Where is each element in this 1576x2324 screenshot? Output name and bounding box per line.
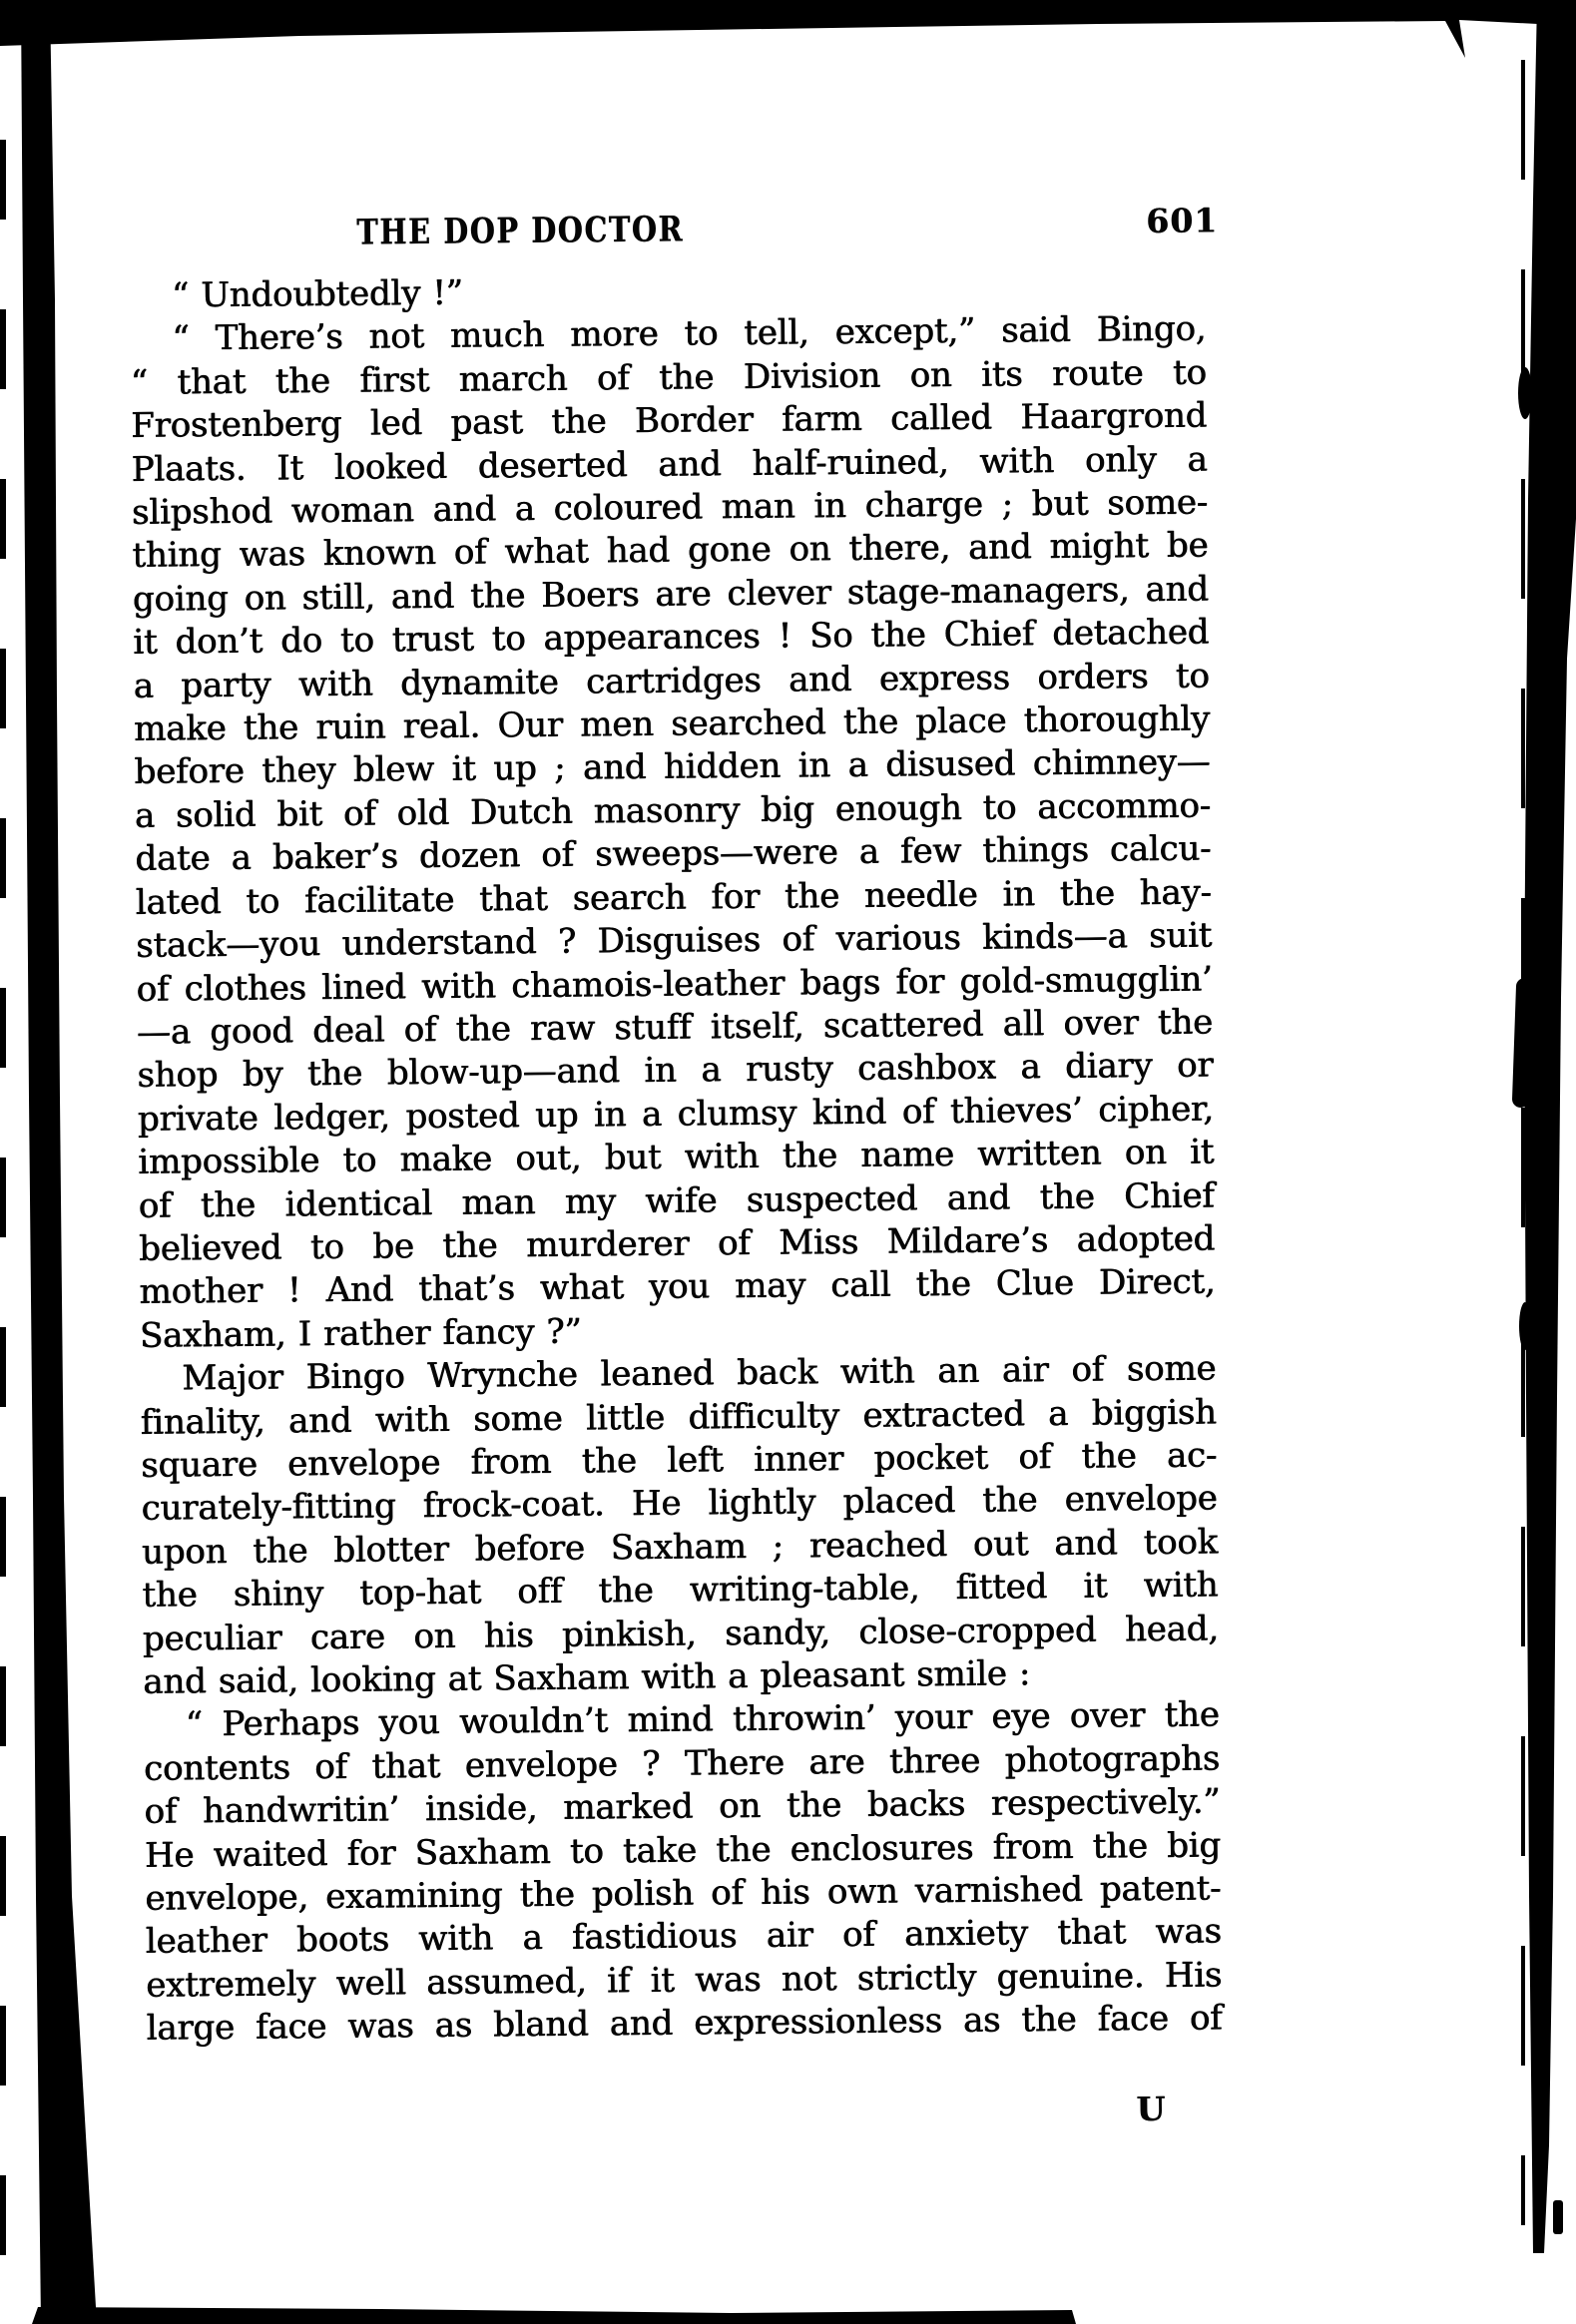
- text-line: “ Undoubtedly !”: [171, 272, 463, 316]
- scan-corner-mark: [1553, 2200, 1563, 2234]
- text-line: leather boots with a fastidious air of anxiety that was: [145, 1911, 1222, 1963]
- text-line: —a good deal of the raw stuff itself, scattered all over the: [136, 1002, 1214, 1053]
- text-line: date a baker’s dozen of sweeps—were a few things calcu-: [135, 828, 1212, 880]
- text-line: mother ! And that’s what you may call the Clue Direct,: [139, 1261, 1216, 1313]
- text-line: finality, and with some little difficulty extracted a biggish: [140, 1391, 1217, 1443]
- text-line: upon the blotter before Saxham ; reached out and took: [141, 1522, 1219, 1573]
- text-line: the shiny top-hat off the writing-table, fitted it with: [142, 1565, 1219, 1616]
- text-line: square envelope from the left inner pocket of the ac-: [140, 1435, 1218, 1486]
- text-line: before they blew it up ; and hidden in a disused chimney—: [134, 741, 1211, 793]
- text-line: of clothes lined with chamois-leather bags for gold-smugglin’: [136, 958, 1213, 1010]
- text-line: “ There’s not much more to tell, except,” said Bingo,: [172, 308, 1207, 359]
- text-line: private ledger, posted up in a clumsy kind of thieves’ cipher,: [137, 1089, 1214, 1140]
- text-line: thing was known of what had gone on there, and might be: [132, 525, 1209, 577]
- text-line: envelope, examining the polish of his own varnished patent-: [145, 1868, 1222, 1919]
- scan-right-blob: [1519, 1302, 1531, 1350]
- text-line: slipshod woman and a coloured man in charge ; but some-: [131, 482, 1209, 533]
- text-line: He waited for Saxham to take the enclosures from the big: [144, 1824, 1221, 1876]
- text-line: “ that the first march of the Division on its route to: [130, 352, 1207, 403]
- text-line: large face was as bland and expressionless as the face of: [146, 1998, 1223, 2049]
- text-line: of the identical man my wife suspected and the Chief: [138, 1174, 1215, 1226]
- text-line: Saxham, I rather fancy ?”: [139, 1311, 582, 1356]
- text-line: stack—you understand ? Disguises of various kinds—a suit: [135, 915, 1213, 966]
- scan-left-specks: [0, 140, 6, 2295]
- text-line: of handwritin’ inside, marked on the backs respectively.”: [144, 1781, 1221, 1832]
- page-text: [130, 264, 1223, 2051]
- text-line: and said, looking at Saxham with a pleasant smile :: [142, 1653, 1031, 1702]
- text-line: believed to be the murderer of Miss Mildare’s adopted: [138, 1218, 1216, 1269]
- text-line: impossible to make out, but with the name written on it: [137, 1132, 1215, 1182]
- text-line: it don’t do to trust to appearances ! So the Chief detached: [132, 612, 1210, 664]
- signature-mark: U: [1136, 2089, 1166, 2129]
- text-line: shop by the blow-up—and in a rusty cashbox a diary or: [137, 1045, 1214, 1097]
- text-line: Frostenberg led past the Border farm called Haargrond: [130, 395, 1208, 446]
- text-line: “ Perhaps you wouldn’t mind throwin’ your eye over the: [185, 1694, 1220, 1745]
- text-line: a solid bit of old Dutch masonry big enough to accommo-: [134, 785, 1211, 836]
- text-line: lated to facilitate that search for the needle in the hay-: [135, 872, 1212, 923]
- text-line: curately-fitting frock-coat. He lightly placed the envelope: [141, 1478, 1218, 1530]
- text-line: Major Bingo Wrynche leaned back with an air of some: [182, 1348, 1217, 1399]
- page-number: 601: [1145, 201, 1219, 240]
- text-line: make the ruin real. Our men searched the place thoroughly: [133, 698, 1211, 749]
- scan-right-blob: [1518, 367, 1532, 419]
- text-line: going on still, and the Boers are clever stage-managers, and: [132, 569, 1209, 620]
- text-line: peculiar care on his pinkish, sandy, close-cropped head,: [142, 1608, 1219, 1659]
- text-line: extremely well assumed, if it was not strictly genuine. His: [145, 1955, 1223, 2006]
- text-line: a party with dynamite cartridges and express orders to: [133, 656, 1210, 706]
- running-title: THE DOP DOCTOR: [356, 209, 685, 253]
- text-line: Plaats. It looked deserted and half-ruined, with only a: [131, 439, 1208, 490]
- text-line: contents of that envelope ? There are three photographs: [143, 1738, 1221, 1789]
